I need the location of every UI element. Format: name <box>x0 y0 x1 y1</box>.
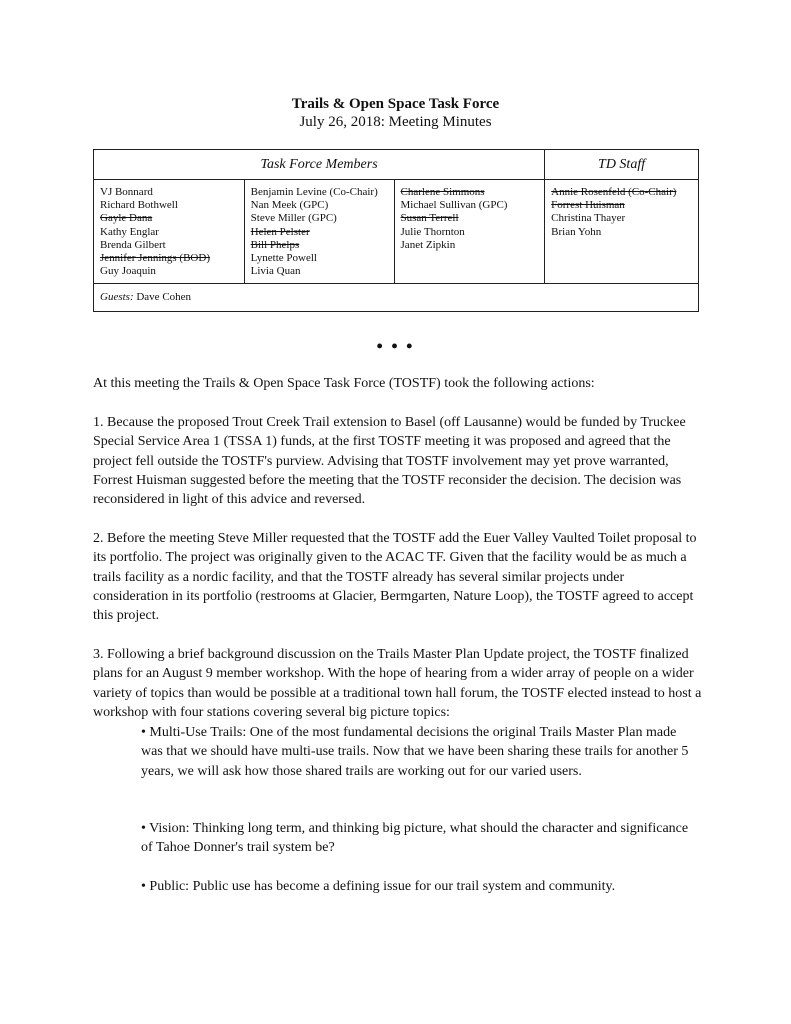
member-name: Steve Miller (GPC) <box>250 212 337 225</box>
attendance-table <box>93 149 699 312</box>
section-separator: • • • <box>376 336 415 356</box>
action-item-3: 3. Following a brief background discussion on the Trails Master Plan Update project, the TOSTF finalized plans for an August 9 member workshop. With the hope of hearing from a wider array of people on a wider variety of topics than would be possible at a traditional town hall forum, the TOSTF elected instead to host a workshop with four stations covering several big picture topics: <box>93 647 702 720</box>
staff-name-absent: Forrest Huisman <box>551 199 625 212</box>
guests-row <box>94 284 699 311</box>
staff-name: Brian Yohn <box>551 225 602 238</box>
members-column-1 <box>94 180 245 284</box>
member-name: Guy Joaquin <box>100 265 156 278</box>
member-name: Nan Meek (GPC) <box>250 199 329 212</box>
member-name: Richard Bothwell <box>100 199 178 212</box>
member-name-absent: Susan Terrell <box>400 212 459 225</box>
bullet-public: • Public: Public use has become a defining issue for our trail system and community. <box>141 879 616 894</box>
action-item-1: 1. Because the proposed Trout Creek Trail extension to Basel (off Lausanne) would be funded by Truckee Special Service Area 1 (TSSA 1) funds, at the first TOSTF meeting it was proposed and agreed that the project fell outside the TOSTF's purview. Advising that TOSTF involvement may yet prove warranted, Forrest Huisman suggested before the meeting that the TOSTF reconsider the decision. The decision was reconsidered in light of this advice and reversed. <box>93 415 686 508</box>
staff-heading: TD Staff <box>545 150 699 180</box>
members-column-3 <box>394 180 545 284</box>
document-subtitle: July 26, 2018: Meeting Minutes <box>299 114 492 130</box>
members-heading: Task Force Members <box>94 150 545 180</box>
guests-value: Dave Cohen <box>136 291 192 304</box>
member-name-absent: Gayle Dana <box>100 212 153 225</box>
member-name: VJ Bonnard <box>100 186 153 198</box>
member-name-absent: Jennifer Jennings (BOD) <box>100 252 210 265</box>
member-name: Julie Thornton <box>400 225 465 238</box>
member-name: Michael Sullivan (GPC) <box>400 199 508 212</box>
member-name-absent: Helen Pelster <box>250 225 310 238</box>
bullet-vision: • Vision: Thinking long term, and thinking big picture, what should the character and significance of Tahoe Donner's trail system be? <box>141 821 689 856</box>
members-column-2 <box>244 180 394 284</box>
member-name-absent: Charlene Simmons <box>400 186 485 198</box>
member-name: Lynette Powell <box>250 252 317 265</box>
staff-name: Christina Thayer <box>551 212 626 225</box>
member-name: Kathy Englar <box>100 225 159 238</box>
member-name: Janet Zipkin <box>400 238 456 251</box>
member-name: Livia Quan <box>250 265 301 278</box>
document-title: Trails & Open Space Task Force <box>291 96 500 112</box>
member-name: Benjamin Levine (Co-Chair) <box>250 186 378 198</box>
member-name-absent: Bill Phelps <box>250 238 300 251</box>
member-name: Brenda Gilbert <box>100 238 166 251</box>
staff-column <box>545 180 699 284</box>
guests-label: Guests: <box>100 291 134 304</box>
intro-paragraph: At this meeting the Trails & Open Space Task Force (TOSTF) took the following actions: <box>93 376 595 391</box>
staff-name-absent: Annie Rosenfeld (Co-Chair) <box>551 186 677 198</box>
action-item-2: 2. Before the meeting Steve Miller requested that the TOSTF add the Euer Valley Vaulted Toilet proposal to its portfolio. The project was originally given to the ACAC TF. Given that the facility would be as much a trails facility as a nordic facility, and that the TOSTF already has several similar projects under consideration in its portfolio (restrooms at Glacier, Bermgarten, Nature Loop), the TOSTF agreed to accept this project. <box>93 531 697 624</box>
bullet-multi-use-trails: • Multi-Use Trails: One of the most fundamental decisions the original Trails Master Plan made was that we should have multi-use trails. Now that we have been sharing these trails for another 5 years, we will ask how those shared trails are working out for our varied users. <box>141 725 689 779</box>
